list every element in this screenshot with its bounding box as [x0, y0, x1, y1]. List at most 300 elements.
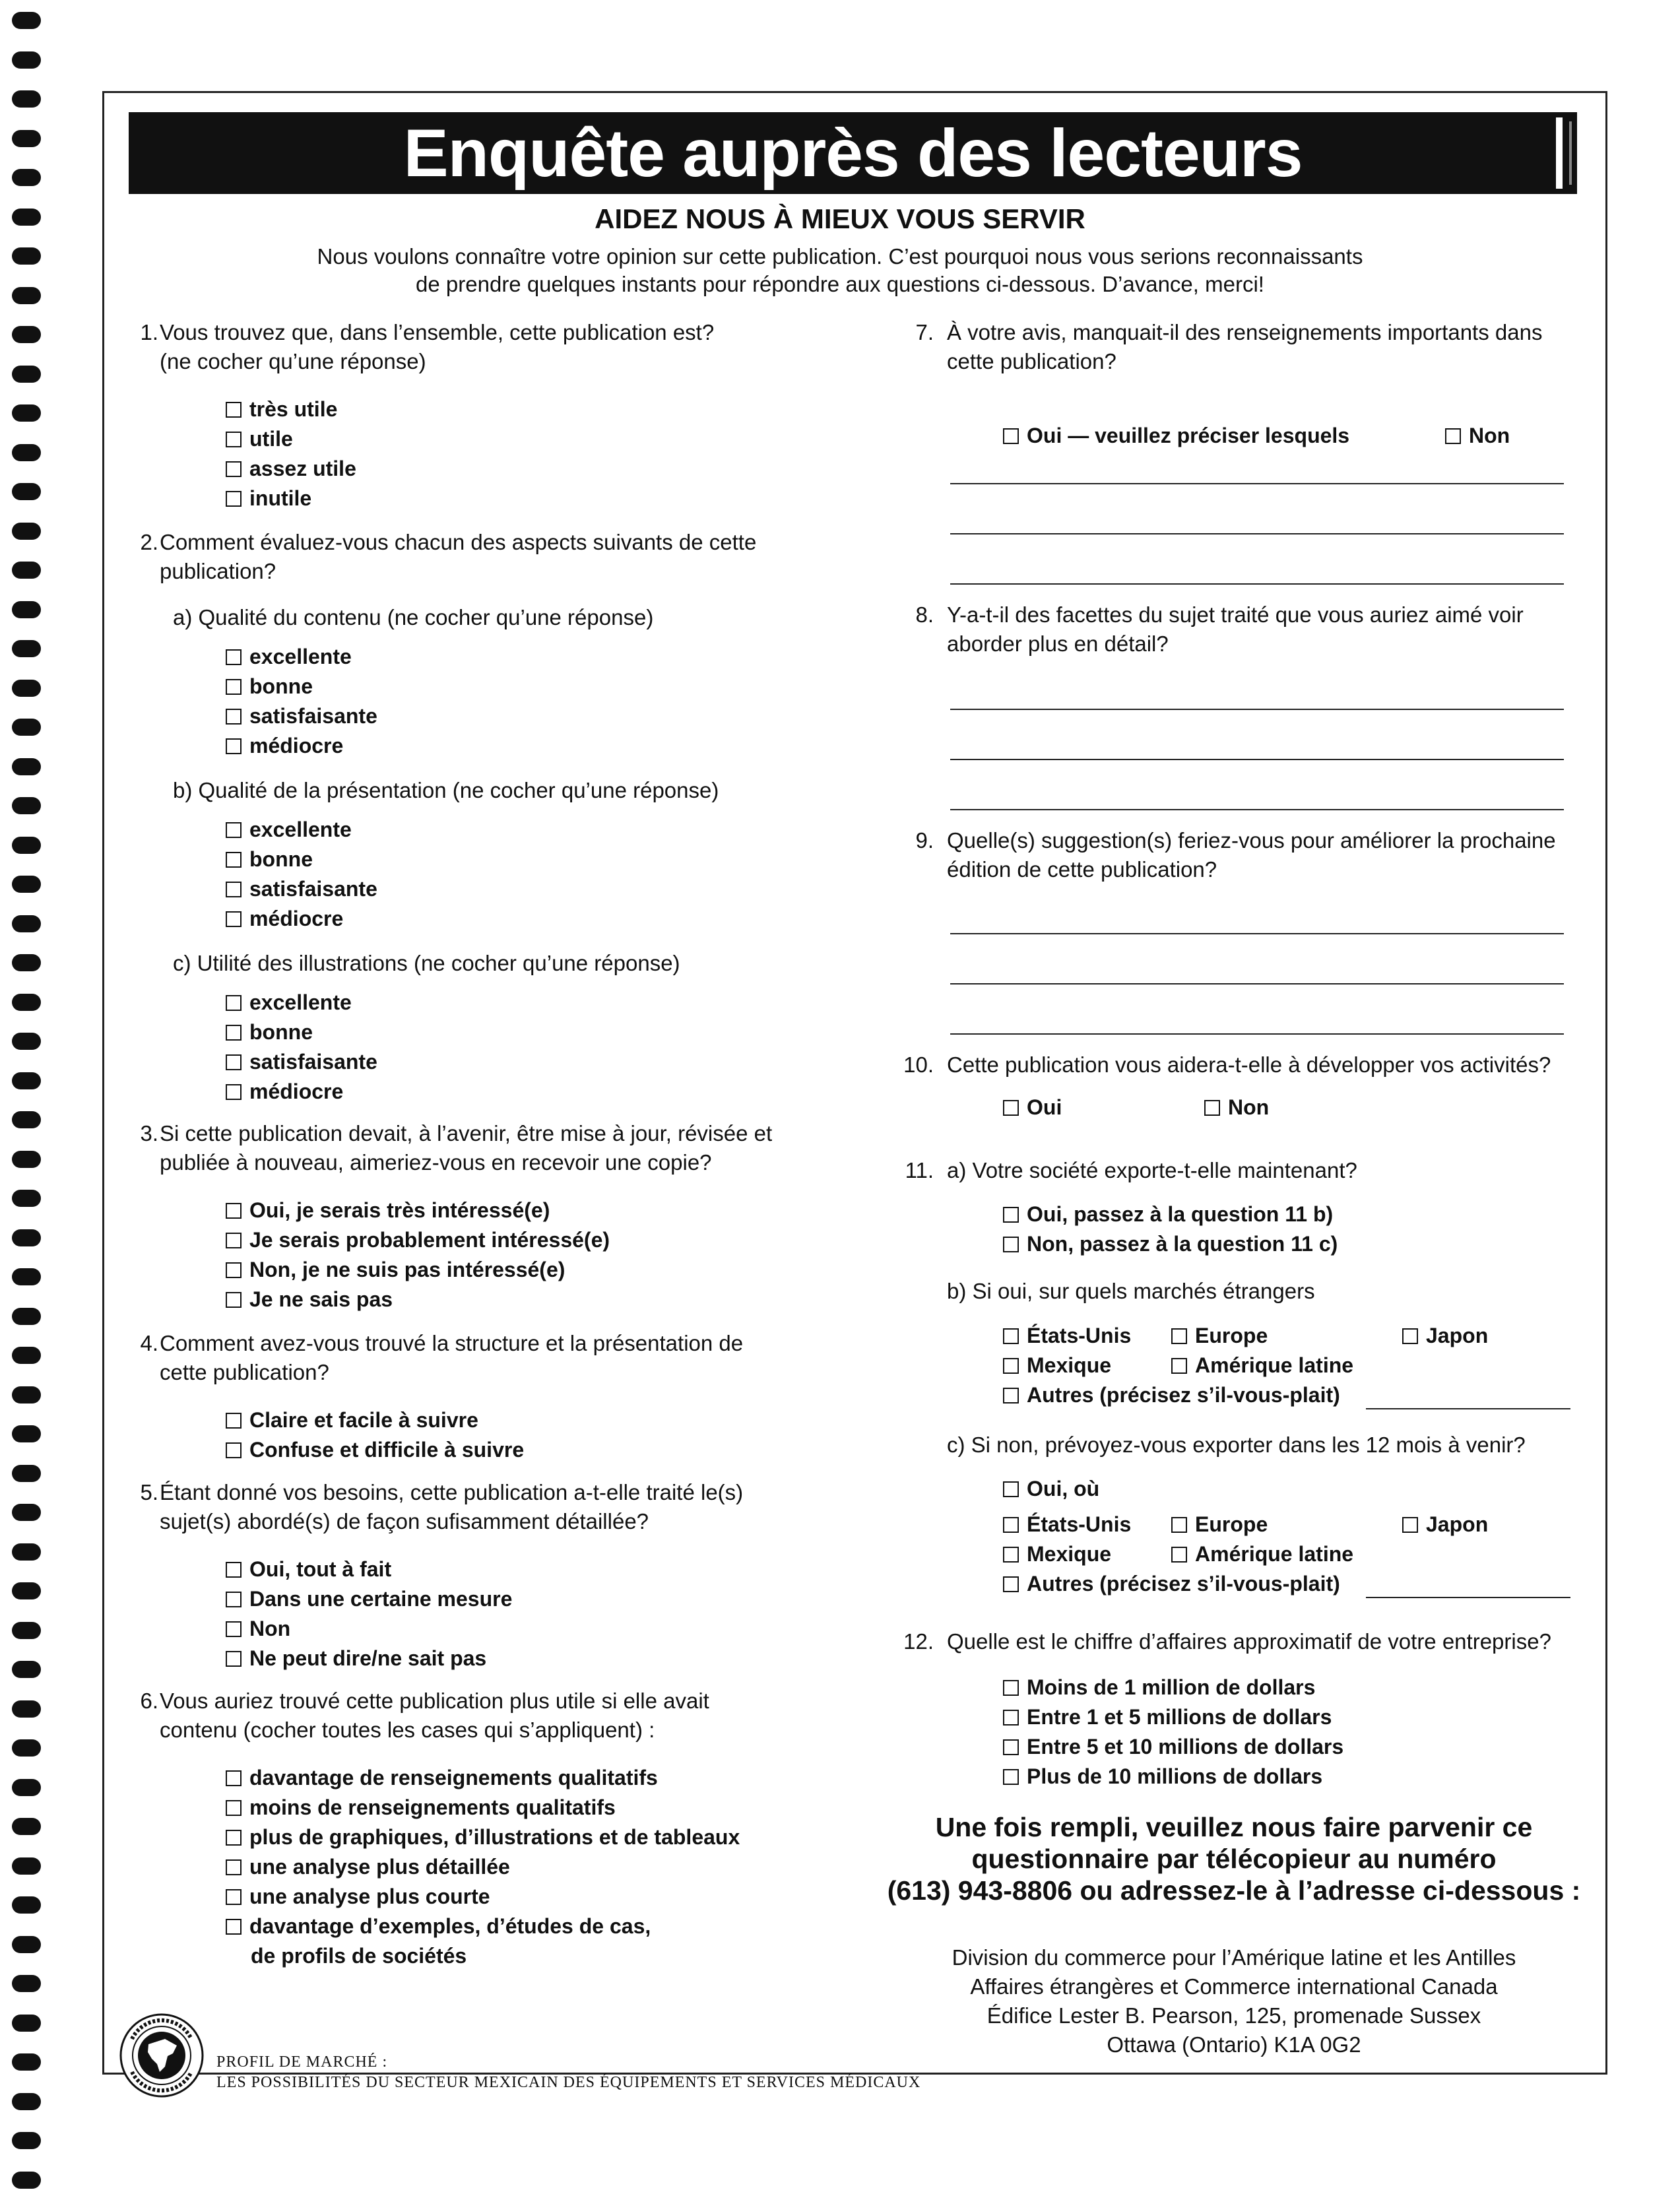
checkbox[interactable] — [226, 1919, 242, 1935]
checkbox-option[interactable] — [1003, 1477, 1099, 1501]
checkbox[interactable] — [1171, 1547, 1187, 1563]
binding-hole — [12, 1700, 41, 1718]
question-number: 5. — [140, 1480, 158, 1504]
checkbox-option[interactable] — [1171, 1353, 1353, 1378]
checkbox-option[interactable] — [1003, 1200, 1338, 1229]
checkbox[interactable] — [226, 1592, 242, 1607]
binding-hole — [12, 562, 41, 579]
option-label: bonne — [249, 1020, 313, 1044]
option-label: Dans une certaine mesure — [249, 1587, 513, 1611]
question-text — [160, 1478, 919, 1536]
binding-hole — [12, 1739, 41, 1757]
checkbox-option[interactable] — [226, 454, 356, 484]
checkbox[interactable] — [1003, 1207, 1019, 1223]
binding-hole — [12, 404, 41, 422]
binding-hole — [12, 954, 41, 971]
checkbox[interactable] — [226, 1233, 242, 1248]
checkbox[interactable] — [1003, 1547, 1019, 1563]
option-label: Non — [249, 1617, 291, 1640]
binding-hole — [12, 326, 41, 343]
binding-hole — [12, 680, 41, 697]
checkbox[interactable] — [1003, 1680, 1019, 1696]
checkbox-option[interactable] — [226, 1047, 377, 1077]
binding-hole — [12, 2132, 41, 2149]
checkbox[interactable] — [226, 1262, 242, 1278]
checkbox[interactable] — [1171, 1328, 1187, 1344]
question-text — [160, 1329, 919, 1387]
checkbox-option[interactable] — [226, 1793, 740, 1823]
checkbox[interactable] — [226, 1413, 242, 1429]
binding-hole — [12, 1072, 41, 1089]
checkbox[interactable] — [226, 1859, 242, 1875]
option-label: excellente — [249, 990, 352, 1014]
option-label: Amérique latine — [1195, 1542, 1354, 1566]
checkbox-option[interactable] — [1003, 1512, 1131, 1537]
option-label: davantage de renseignements qualitatifs — [249, 1766, 658, 1790]
question-line: Comment avez-vous trouvé la structure et la présentation de — [160, 1331, 744, 1355]
binding-hole — [12, 1582, 41, 1599]
q4-options — [226, 1405, 524, 1465]
binding-hole — [12, 2172, 41, 2189]
option-label: davantage d’exemples, d’études de cas, — [249, 1914, 651, 1938]
checkbox[interactable] — [1402, 1517, 1418, 1533]
binding-hole — [12, 1425, 41, 1442]
banner-bar-2 — [1569, 121, 1572, 185]
checkbox-option[interactable] — [226, 1614, 512, 1644]
question-text: a) Votre société exporte-t-elle maintenant? — [947, 1158, 1357, 1182]
instruction-line: questionnaire par télécopieur au numéro — [971, 1844, 1497, 1874]
option-label: Non — [1228, 1095, 1270, 1119]
checkbox-option[interactable] — [1204, 1095, 1269, 1120]
binding-hole — [12, 797, 41, 814]
return-instructions — [884, 1811, 1584, 1906]
q11b-label: b) Si oui, sur quels marchés étrangers — [947, 1279, 1315, 1303]
checkbox[interactable] — [1402, 1328, 1418, 1344]
checkbox[interactable] — [226, 1203, 242, 1219]
checkbox-option[interactable] — [226, 815, 377, 845]
q11c-label: c) Si non, prévoyez-vous exporter dans les 12 mois à venir? — [947, 1433, 1526, 1457]
checkbox-option[interactable] — [226, 731, 377, 761]
binding-hole — [12, 51, 41, 69]
binding-hole — [12, 1504, 41, 1521]
checkbox[interactable] — [1003, 1388, 1019, 1404]
option-label: une analyse plus détaillée — [249, 1855, 510, 1879]
instruction-line: Une fois rempli, veuillez nous faire parvenir ce — [935, 1812, 1533, 1842]
binding-hole — [12, 12, 41, 29]
answer-line[interactable] — [950, 983, 1564, 984]
checkbox-option[interactable] — [226, 1225, 610, 1255]
question-number: 10. — [903, 1052, 934, 1077]
checkbox[interactable] — [1171, 1517, 1187, 1533]
checkbox[interactable] — [226, 1084, 242, 1100]
q6-options — [226, 1763, 740, 1971]
checkbox-option[interactable] — [226, 1763, 740, 1793]
option-label: moins de renseignements qualitatifs — [249, 1795, 616, 1819]
question-number: 6. — [140, 1689, 158, 1713]
option-label: Japon — [1426, 1324, 1489, 1347]
checkbox[interactable] — [1003, 1769, 1019, 1785]
option-label: plus de graphiques, d’illustrations et de tableaux — [249, 1825, 740, 1849]
option-label: Oui, où — [1027, 1477, 1100, 1500]
binding-hole — [12, 1033, 41, 1050]
checkbox-option[interactable] — [226, 642, 377, 672]
checkbox-option[interactable] — [1003, 424, 1349, 448]
binding-hole — [12, 130, 41, 147]
binding-hole — [12, 1190, 41, 1207]
answer-line[interactable] — [950, 1033, 1564, 1035]
intro-line-1: Nous voulons connaître votre opinion sur cette publication. C’est pourquoi nous vous serions reconnaissants — [317, 244, 1363, 269]
binding-hole — [12, 523, 41, 540]
binding-hole — [12, 1465, 41, 1482]
option-label: Je ne sais pas — [249, 1287, 393, 1311]
checkbox[interactable] — [1003, 1576, 1019, 1592]
question-line: Vous auriez trouvé cette publication plus utile si elle avait — [160, 1689, 709, 1713]
answer-line[interactable] — [1366, 1597, 1570, 1598]
checkbox-option[interactable] — [226, 1882, 740, 1912]
option-label: médiocre — [249, 1080, 344, 1103]
binding-hole — [12, 90, 41, 108]
checkbox-option[interactable] — [226, 672, 377, 701]
page-title: Enquête auprès des lecteurs — [403, 115, 1303, 191]
banner-bar — [1556, 117, 1563, 189]
binding-hole — [12, 169, 41, 186]
binding-hole — [12, 994, 41, 1011]
option-label: Japon — [1426, 1512, 1489, 1536]
checkbox-option[interactable] — [226, 395, 356, 424]
option-label: Amérique latine — [1195, 1353, 1354, 1377]
checkbox[interactable] — [226, 822, 242, 838]
q2a-label: a) Qualité du contenu (ne cocher qu’une réponse) — [173, 605, 654, 629]
answer-line[interactable] — [950, 933, 1564, 934]
question-number: 4. — [140, 1331, 158, 1355]
option-label: satisfaisante — [249, 1050, 377, 1074]
checkbox[interactable] — [226, 911, 242, 927]
option-label: Europe — [1195, 1512, 1268, 1536]
option-label: assez utile — [249, 457, 356, 480]
checkbox-option[interactable] — [226, 874, 377, 904]
checkbox[interactable] — [1171, 1358, 1187, 1374]
question-text — [947, 826, 1607, 884]
q1-options — [226, 395, 356, 513]
binding-hole — [12, 1151, 41, 1168]
option-label: Moins de 1 million de dollars — [1027, 1675, 1316, 1699]
answer-line[interactable] — [950, 533, 1564, 534]
checkbox[interactable] — [226, 649, 242, 665]
checkbox-option[interactable] — [226, 1405, 524, 1435]
question-text — [947, 1050, 1627, 1080]
binding-hole — [12, 1818, 41, 1835]
option-label: Non, passez à la question 11 c) — [1027, 1232, 1338, 1256]
question-line: contenu (cocher toutes les cases qui s’appliquent) : — [160, 1718, 655, 1742]
question-number: 2. — [140, 530, 158, 554]
intro-line-2: de prendre quelques instants pour répondre aux questions ci-dessous. D’avance, merci! — [416, 272, 1264, 296]
checkbox-option[interactable] — [1003, 1732, 1343, 1762]
checkbox-option[interactable] — [1402, 1324, 1488, 1348]
q2c-options — [226, 988, 377, 1107]
checkbox-option[interactable] — [1003, 1542, 1111, 1566]
checkbox[interactable] — [226, 1442, 242, 1458]
checkbox[interactable] — [226, 491, 242, 507]
option-label: Entre 5 et 10 millions de dollars — [1027, 1735, 1344, 1758]
checkbox[interactable] — [226, 1562, 242, 1578]
question-line: édition de cette publication? — [947, 857, 1217, 882]
checkbox-option[interactable] — [1003, 1702, 1343, 1732]
question-text — [160, 1687, 919, 1745]
question-number: 8. — [915, 602, 934, 627]
option-label: États-Unis — [1027, 1512, 1132, 1536]
option-label: Mexique — [1027, 1353, 1112, 1377]
q11a-options — [1003, 1200, 1338, 1259]
page-subtitle: AIDEZ NOUS À MIEUX VOUS SERVIR — [595, 203, 1085, 234]
option-label: bonne — [249, 847, 313, 871]
answer-line[interactable] — [950, 709, 1564, 710]
option-label: Oui — [1027, 1095, 1062, 1119]
binding-hole — [12, 1111, 41, 1128]
binding-hole — [12, 1936, 41, 1953]
binding-hole — [12, 1543, 41, 1561]
checkbox-option[interactable] — [226, 1285, 610, 1314]
question-line: Vous trouvez que, dans l’ensemble, cette publication est? — [160, 320, 715, 344]
address-line: Ottawa (Ontario) K1A 0G2 — [1107, 2032, 1361, 2057]
answer-line[interactable] — [950, 583, 1564, 585]
checkbox[interactable] — [226, 852, 242, 868]
answer-line[interactable] — [950, 809, 1564, 810]
binding-hole — [12, 1779, 41, 1796]
checkbox-option[interactable] — [1445, 424, 1510, 448]
question-line: aborder plus en détail? — [947, 631, 1169, 656]
checkbox-option[interactable] — [226, 1852, 740, 1882]
option-label: médiocre — [249, 734, 344, 758]
mailing-address — [884, 1943, 1584, 2059]
question-number: 11. — [905, 1158, 934, 1182]
answer-line[interactable] — [950, 759, 1564, 760]
binding-hole — [12, 1268, 41, 1285]
question-number: 7. — [915, 320, 934, 344]
checkbox-option[interactable] — [1003, 1673, 1343, 1702]
q5-options — [226, 1555, 512, 1673]
checkbox[interactable] — [226, 1830, 242, 1846]
checkbox[interactable] — [1003, 1517, 1019, 1533]
option-label: excellente — [249, 818, 352, 841]
option-label: Oui, je serais très intéressé(e) — [249, 1198, 550, 1222]
checkbox[interactable] — [226, 1025, 242, 1041]
binding-hole — [12, 1386, 41, 1404]
question-text — [947, 600, 1607, 659]
checkbox[interactable] — [1003, 1100, 1019, 1116]
checkbox-option[interactable] — [226, 1255, 610, 1285]
question-line: Comment évaluez-vous chacun des aspects suivants de cette — [160, 530, 757, 554]
intro-text — [0, 243, 1680, 298]
q12-options — [1003, 1673, 1343, 1791]
question-line: publiée à nouveau, aimeriez-vous en recevoir une copie? — [160, 1150, 712, 1175]
checkbox-option[interactable] — [226, 1644, 512, 1673]
option-label: satisfaisante — [249, 877, 377, 901]
checkbox[interactable] — [226, 1800, 242, 1816]
checkbox-option[interactable] — [226, 1912, 740, 1941]
checkbox-option[interactable] — [1003, 1762, 1343, 1791]
binding-hole — [12, 2093, 41, 2110]
footer-line-1: PROFIL DE MARCHÉ : — [216, 2053, 388, 2071]
question-line: Étant donné vos besoins, cette publication a-t-elle traité le(s) — [160, 1480, 744, 1504]
q2c-label: c) Utilité des illustrations (ne cocher qu’une réponse) — [173, 951, 680, 975]
option-label: Autres (précisez s’il-vous-plait) — [1027, 1383, 1340, 1407]
checkbox-option[interactable] — [226, 1196, 610, 1225]
checkbox[interactable] — [1003, 1739, 1019, 1755]
checkbox[interactable] — [1445, 428, 1461, 444]
checkbox-option[interactable] — [226, 424, 356, 454]
instruction-line: (613) 943-8806 ou adressez-le à l’adresse ci-dessous : — [887, 1875, 1581, 1906]
checkbox-option[interactable] — [226, 701, 377, 731]
checkbox-option[interactable] — [226, 484, 356, 513]
checkbox[interactable] — [226, 432, 242, 447]
checkbox[interactable] — [226, 1889, 242, 1905]
question-line: publication? — [160, 559, 276, 583]
option-label: une analyse plus courte — [249, 1885, 490, 1908]
title-banner — [129, 112, 1577, 194]
option-label: Oui, tout à fait — [249, 1557, 392, 1581]
binding-hole — [12, 1661, 41, 1678]
question-text — [160, 528, 919, 586]
option-continuation: de profils de sociétés — [251, 1944, 467, 1968]
checkbox[interactable] — [226, 1621, 242, 1637]
checkbox-option[interactable] — [226, 904, 377, 934]
binding-hole — [12, 366, 41, 383]
checkbox-option[interactable] — [1003, 1353, 1111, 1378]
north-america-seal-icon — [119, 2013, 205, 2098]
question-text — [160, 318, 919, 376]
option-label: Oui — veuillez préciser lesquels — [1027, 424, 1350, 447]
checkbox[interactable] — [1003, 1481, 1019, 1497]
option-label: excellente — [249, 645, 352, 668]
option-label: Oui, passez à la question 11 b) — [1027, 1202, 1334, 1226]
checkbox[interactable] — [226, 402, 242, 418]
checkbox-option[interactable] — [1171, 1542, 1353, 1566]
question-line: Si cette publication devait, à l’avenir, être mise à jour, révisée et — [160, 1121, 773, 1145]
checkbox-option[interactable] — [226, 1555, 512, 1584]
binding-hole — [12, 915, 41, 932]
option-label: Je serais probablement intéressé(e) — [249, 1228, 610, 1252]
option-label: Mexique — [1027, 1542, 1112, 1566]
checkbox[interactable] — [1003, 1710, 1019, 1726]
option-label: inutile — [249, 486, 312, 510]
checkbox[interactable] — [226, 709, 242, 725]
checkbox-option[interactable] — [226, 988, 377, 1017]
option-label: Entre 1 et 5 millions de dollars — [1027, 1705, 1332, 1729]
checkbox[interactable] — [226, 882, 242, 897]
checkbox-option[interactable] — [226, 1823, 740, 1852]
checkbox-option[interactable] — [1003, 1095, 1062, 1120]
question-line: Y-a-t-il des facettes du sujet traité que vous auriez aimé voir — [947, 602, 1524, 627]
q3-options — [226, 1196, 610, 1314]
option-label: Confuse et difficile à suivre — [249, 1438, 525, 1462]
checkbox[interactable] — [226, 679, 242, 695]
checkbox-option[interactable] — [226, 1017, 377, 1047]
question-line: Quelle(s) suggestion(s) feriez-vous pour améliorer la prochaine — [947, 828, 1556, 853]
option-label: très utile — [249, 397, 338, 421]
question-line: cette publication? — [160, 1360, 329, 1384]
checkbox-option[interactable] — [1003, 1229, 1338, 1259]
q2a-options — [226, 642, 377, 761]
answer-line[interactable] — [950, 483, 1564, 484]
checkbox[interactable] — [226, 461, 242, 477]
checkbox[interactable] — [1003, 1358, 1019, 1374]
binding-hole — [12, 758, 41, 775]
binding-hole — [12, 1975, 41, 1992]
question-text — [160, 1119, 919, 1177]
binding-hole — [12, 837, 41, 854]
checkbox-option[interactable] — [226, 1077, 377, 1107]
question-line: cette publication? — [947, 349, 1116, 373]
binding-hole — [12, 1896, 41, 1914]
binding-hole — [12, 876, 41, 893]
option-label: Non — [1469, 424, 1510, 447]
binding-hole — [12, 1347, 41, 1364]
footer-line-2: LES POSSIBILITÉS DU SECTEUR MEXICAIN DES ÉQUIPEMENTS ET SERVICES MÉDICAUX — [216, 2074, 921, 2091]
question-line: À votre avis, manquait-il des renseignements importants dans — [947, 320, 1543, 344]
checkbox-option[interactable] — [1402, 1512, 1488, 1537]
option-label: Europe — [1195, 1324, 1268, 1347]
checkbox[interactable] — [226, 1292, 242, 1308]
question-number: 1. — [140, 320, 158, 344]
question-line: (ne cocher qu’une réponse) — [160, 349, 426, 373]
q2b-options — [226, 815, 377, 934]
checkbox[interactable] — [226, 738, 242, 754]
question-number: 9. — [915, 828, 934, 853]
checkbox[interactable] — [226, 995, 242, 1011]
binding-hole — [12, 2053, 41, 2071]
answer-line[interactable] — [1366, 1408, 1570, 1409]
checkbox-option[interactable] — [226, 1435, 524, 1465]
question-number: 3. — [140, 1121, 158, 1145]
binding-hole — [12, 444, 41, 461]
checkbox-option[interactable] — [1003, 1383, 1340, 1407]
option-label: Ne peut dire/ne sait pas — [249, 1646, 487, 1670]
checkbox[interactable] — [226, 1651, 242, 1667]
option-label: États-Unis — [1027, 1324, 1132, 1347]
binding-hole — [12, 640, 41, 657]
checkbox-option[interactable] — [226, 1584, 512, 1614]
footer-label — [216, 2053, 921, 2092]
checkbox-option[interactable] — [1003, 1572, 1340, 1596]
binding-hole — [12, 2015, 41, 2032]
binding-hole — [12, 483, 41, 500]
option-label: Plus de 10 millions de dollars — [1027, 1764, 1323, 1788]
address-line: Affaires étrangères et Commerce international Canada — [970, 1974, 1498, 1999]
checkbox[interactable] — [1204, 1100, 1220, 1116]
checkbox-option[interactable] — [1003, 1324, 1131, 1348]
checkbox[interactable] — [226, 1770, 242, 1786]
binding-hole — [12, 1622, 41, 1639]
checkbox[interactable] — [1003, 1237, 1019, 1252]
option-label: Non, je ne suis pas intéressé(e) — [249, 1258, 565, 1281]
checkbox[interactable] — [1003, 428, 1019, 444]
address-line: Édifice Lester B. Pearson, 125, promenade Sussex — [986, 2003, 1481, 2028]
binding-hole — [12, 1229, 41, 1246]
address-line: Division du commerce pour l’Amérique latine et les Antilles — [952, 1945, 1516, 1970]
option-label: Autres (précisez s’il-vous-plait) — [1027, 1572, 1340, 1596]
checkbox-option[interactable] — [1171, 1324, 1268, 1348]
option-label: médiocre — [249, 907, 344, 930]
option-label: Claire et facile à suivre — [249, 1408, 478, 1432]
checkbox-option[interactable] — [226, 845, 377, 874]
checkbox-option[interactable] — [1171, 1512, 1268, 1537]
binding-hole — [12, 1857, 41, 1875]
checkbox[interactable] — [1003, 1328, 1019, 1344]
binding-holes — [12, 0, 45, 2194]
question-text — [947, 318, 1607, 376]
checkbox[interactable] — [226, 1054, 242, 1070]
q2b-label: b) Qualité de la présentation (ne cocher qu’une réponse) — [173, 778, 719, 802]
